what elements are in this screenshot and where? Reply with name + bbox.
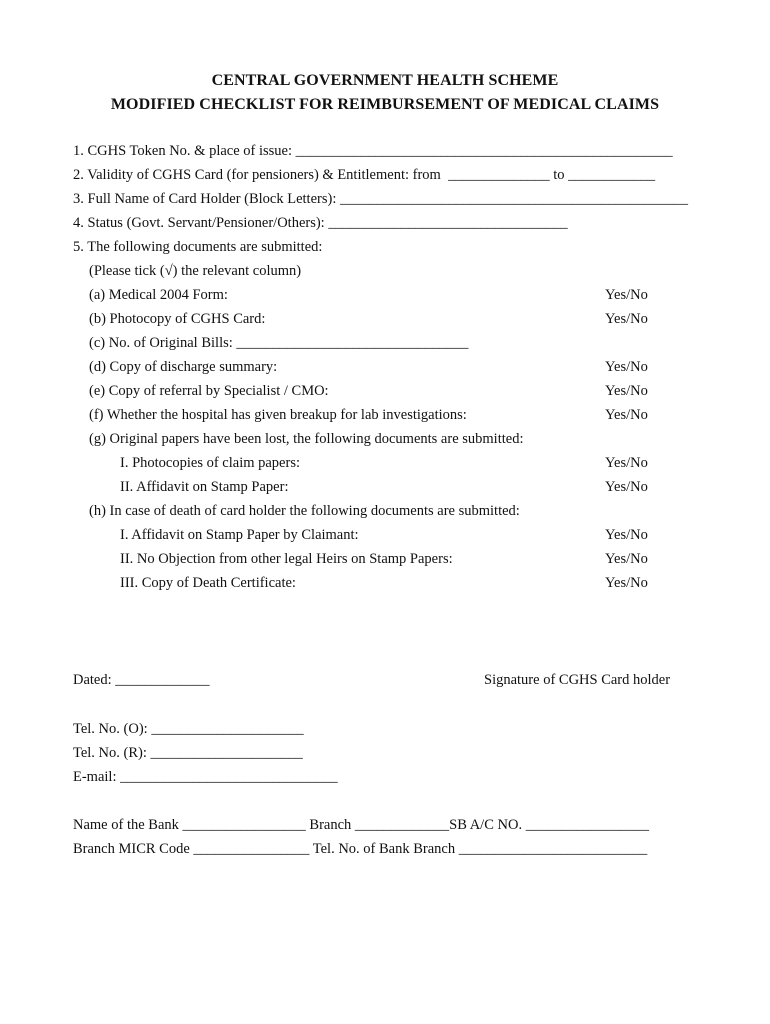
email-field: E-mail: ______________________________ [73, 769, 338, 785]
doc-g-label: (g) Original papers have been lost, the following documents are submitted: [89, 431, 524, 447]
doc-c-label: (c) No. of Original Bills: ________________________________ [89, 335, 469, 351]
doc-g-sub2-choice: Yes/No [605, 479, 648, 495]
doc-h-sub1-label: I. Affidavit on Stamp Paper by Claimant: [120, 527, 359, 543]
doc-e-choice: Yes/No [605, 383, 648, 399]
item-card-validity: 2. Validity of CGHS Card (for pensioners) & Entitlement: from ______________ to ____________ [73, 167, 656, 183]
tick-instruction: (Please tick (√) the relevant column) [89, 263, 302, 279]
doc-h-sub3-label: III. Copy of Death Certificate: [120, 575, 296, 591]
doc-h-sub3-choice: Yes/No [605, 575, 648, 591]
doc-d-label: (d) Copy of discharge summary: [89, 359, 278, 375]
bank-details-line: Name of the Bank _________________ Branch _____________SB A/C NO. _________________ [73, 817, 649, 833]
signature-label: Signature of CGHS Card holder [484, 672, 671, 688]
doc-b-choice: Yes/No [605, 311, 648, 327]
doc-f-label: (f) Whether the hospital has given breakup for lab investigations: [89, 407, 467, 423]
doc-f-choice: Yes/No [605, 407, 648, 423]
item-documents-heading: 5. The following documents are submitted: [73, 239, 323, 255]
doc-d-choice: Yes/No [605, 359, 648, 375]
doc-a-choice: Yes/No [605, 287, 648, 303]
doc-e-label: (e) Copy of referral by Specialist / CMO: [89, 383, 329, 399]
doc-h-label: (h) In case of death of card holder the following documents are submitted: [89, 503, 520, 519]
tel-office-field: Tel. No. (O): _____________________ [73, 721, 304, 737]
doc-g-sub1-choice: Yes/No [605, 455, 648, 471]
doc-b-label: (b) Photocopy of CGHS Card: [89, 311, 266, 327]
title-checklist: MODIFIED CHECKLIST FOR REIMBURSEMENT OF MEDICAL CLAIMS [110, 96, 660, 113]
micr-details-line: Branch MICR Code ________________ Tel. No. of Bank Branch __________________________ [73, 841, 648, 857]
doc-a-label: (a) Medical 2004 Form: [89, 287, 228, 303]
doc-g-sub1-label: I. Photocopies of claim papers: [120, 455, 300, 471]
item-full-name: 3. Full Name of Card Holder (Block Letters): ________________________________________________ [73, 191, 688, 207]
item-status: 4. Status (Govt. Servant/Pensioner/Others): _________________________________ [73, 215, 568, 231]
doc-g-sub2-label: II. Affidavit on Stamp Paper: [120, 479, 289, 495]
doc-h-sub1-choice: Yes/No [605, 527, 648, 543]
dated-field: Dated: _____________ [73, 672, 210, 688]
title-scheme: CENTRAL GOVERNMENT HEALTH SCHEME [211, 72, 559, 89]
doc-h-sub2-label: II. No Objection from other legal Heirs on Stamp Papers: [120, 551, 453, 567]
doc-h-sub2-choice: Yes/No [605, 551, 648, 567]
tel-residence-field: Tel. No. (R): _____________________ [73, 745, 303, 761]
item-token-no: 1. CGHS Token No. & place of issue: ____________________________________________________ [73, 143, 673, 159]
